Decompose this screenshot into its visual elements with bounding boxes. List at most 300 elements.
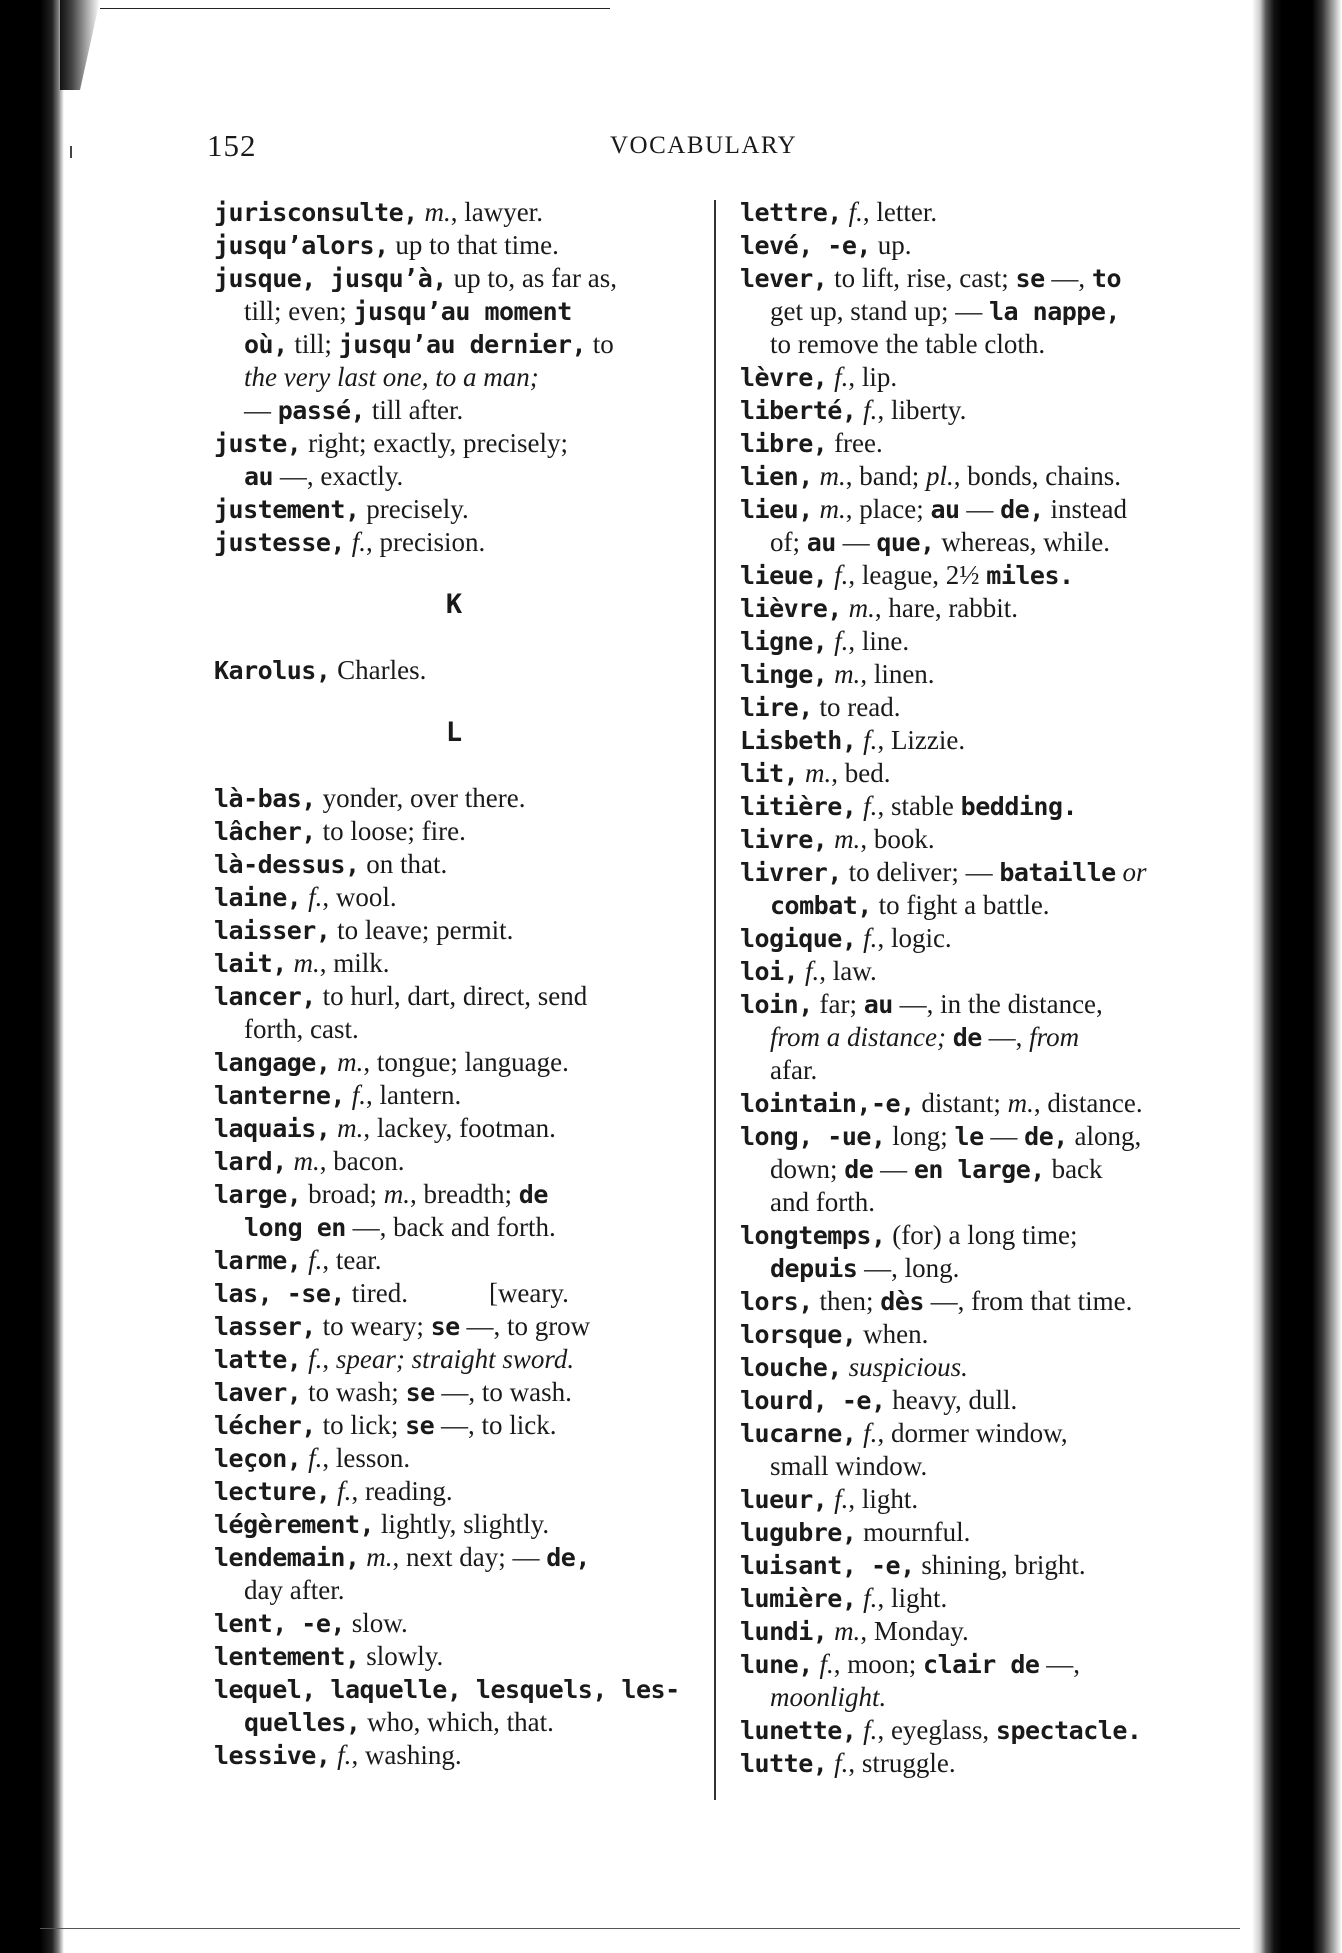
headword: langage,: [214, 1048, 331, 1077]
entry-line: [740, 526, 1220, 559]
entry-line: [740, 1054, 1220, 1087]
dictionary-entry: [740, 823, 1220, 856]
entry-line: [740, 1351, 1220, 1384]
headword: larme,: [214, 1246, 302, 1275]
definition-text: , hare, rabbit.: [874, 593, 1019, 623]
italic-text: f.: [337, 1740, 352, 1770]
italic-text: f.: [863, 1715, 878, 1745]
definition-text: precisely.: [359, 494, 469, 524]
dictionary-entry: [214, 526, 694, 559]
definition-text: to loose; fire.: [315, 816, 466, 846]
dictionary-entry: [740, 691, 1220, 724]
definition-text: —: [244, 395, 278, 425]
definition-text: , precision.: [365, 527, 486, 557]
entry-line: [740, 1450, 1220, 1483]
dictionary-entry: [214, 914, 694, 947]
italic-text: m.: [337, 1113, 364, 1143]
definition-text: [345, 1080, 352, 1110]
headword: jusqu’alors,: [214, 231, 389, 260]
entry-line: [740, 757, 1220, 790]
dictionary-entry: [740, 790, 1220, 823]
headword: jurisconsulte,: [214, 198, 418, 227]
definition-text: yonder, over there.: [315, 783, 526, 813]
entry-line: [214, 1640, 694, 1673]
entry-line: [740, 922, 1220, 955]
definition-text: to fight a battle.: [871, 890, 1050, 920]
definition-text: , Monday.: [860, 1616, 969, 1646]
definition-text: to wash;: [301, 1377, 406, 1407]
headword: au: [244, 462, 274, 491]
italic-text: m.: [819, 494, 846, 524]
dictionary-entry: [214, 493, 694, 526]
headword: lit,: [740, 759, 799, 788]
definition-text: —, to grow: [459, 1311, 591, 1341]
entry-line: [214, 460, 694, 493]
italic-text: m.: [366, 1542, 393, 1572]
dictionary-entry: [740, 856, 1220, 922]
dictionary-entry: [740, 1483, 1220, 1516]
italic-text: f.: [863, 395, 878, 425]
entry-line: [740, 328, 1220, 361]
dictionary-entry: [740, 1582, 1220, 1615]
italic-text: f.: [863, 1418, 878, 1448]
definition-text: , law.: [819, 956, 877, 986]
italic-text: f.: [308, 882, 323, 912]
entry-line: [214, 1079, 694, 1112]
headword: la nappe,: [988, 297, 1120, 326]
definition-text: , Lizzie.: [877, 725, 966, 755]
italic-text: f.: [351, 527, 366, 557]
headword: leçon,: [214, 1444, 302, 1473]
italic-text: m.: [293, 1146, 320, 1176]
definition-text: afar.: [770, 1055, 818, 1085]
headword: lire,: [740, 693, 813, 722]
headword: lancer,: [214, 982, 316, 1011]
definition-text: to: [586, 329, 614, 359]
dictionary-entry: [740, 724, 1220, 757]
definition-text: ,: [322, 1344, 336, 1374]
dictionary-entry: [214, 1277, 694, 1310]
headword: passé,: [277, 396, 366, 425]
entry-line: [740, 196, 1220, 229]
headword: lors,: [740, 1287, 813, 1316]
running-head: VOCABULARY: [610, 132, 798, 159]
definition-text: , book.: [860, 824, 935, 854]
headword: se: [405, 1411, 435, 1440]
definition-text: , tongue; language.: [363, 1047, 569, 1077]
italic-text: f.: [834, 1748, 849, 1778]
headword: jusqu’au dernier,: [338, 330, 587, 359]
definition-text: heavy, dull.: [885, 1385, 1018, 1415]
dictionary-entry: [740, 1285, 1220, 1318]
entry-line: [214, 328, 694, 361]
definition-text: Charles.: [330, 655, 427, 685]
entry-line: [740, 955, 1220, 988]
left-column: [214, 196, 694, 1772]
headword: lard,: [214, 1147, 287, 1176]
entry-line: [740, 823, 1220, 856]
dictionary-entry: [740, 394, 1220, 427]
headword: bataille: [999, 858, 1116, 887]
entry-line: [740, 724, 1220, 757]
headword: loi,: [740, 957, 799, 986]
definition-text: to lick;: [315, 1410, 406, 1440]
headword: lucarne,: [740, 1419, 857, 1448]
definition-text: —, to lick.: [434, 1410, 557, 1440]
headword: lequel, laquelle, lesquels, les-: [214, 1675, 680, 1704]
italic-text: f.: [308, 1443, 323, 1473]
headword: clair de: [923, 1650, 1040, 1679]
definition-text: long;: [885, 1121, 955, 1151]
definition-text: , distance.: [1033, 1088, 1143, 1118]
entry-line: [214, 1013, 694, 1046]
entry-line: [214, 654, 694, 687]
dictionary-entry: [740, 229, 1220, 262]
headword: lâcher,: [214, 817, 316, 846]
headword: lessive,: [214, 1741, 331, 1770]
definition-text: , liberty.: [877, 395, 967, 425]
italic-text: spear; straight sword.: [335, 1344, 575, 1374]
entry-line: [740, 790, 1220, 823]
headword: long, -ue,: [740, 1122, 886, 1151]
entry-line: [740, 1087, 1220, 1120]
entry-line: [740, 1516, 1220, 1549]
entry-line: [740, 889, 1220, 922]
entry-line: [214, 1706, 694, 1739]
headword: justement,: [214, 495, 360, 524]
definition-text: along,: [1067, 1121, 1142, 1151]
entry-line: [740, 1747, 1220, 1780]
headword: lent, -e,: [214, 1609, 345, 1638]
dictionary-entry: [740, 625, 1220, 658]
headword: de,: [1000, 495, 1044, 524]
definition-text: , bed.: [831, 758, 891, 788]
headword: justesse,: [214, 528, 345, 557]
headword: jusque, jusqu’à,: [214, 264, 447, 293]
headword: linge,: [740, 660, 828, 689]
dictionary-entry: [214, 262, 694, 427]
definition-text: , place;: [845, 494, 931, 524]
headword: lieue,: [740, 561, 828, 590]
headword: laisser,: [214, 916, 331, 945]
entry-line: [214, 848, 694, 881]
headword: livrer,: [740, 858, 842, 887]
entry-line: [214, 1178, 694, 1211]
dictionary-entry: [214, 1409, 694, 1442]
entry-line: [740, 1615, 1220, 1648]
definition-text: whereas, while.: [934, 527, 1111, 557]
definition-text: , line.: [848, 626, 910, 656]
italic-text: m.: [1007, 1088, 1034, 1118]
headword: lueur,: [740, 1485, 828, 1514]
definition-text: till after.: [365, 395, 464, 425]
entry-line: [214, 815, 694, 848]
definition-text: , tear.: [322, 1245, 382, 1275]
page-number: 152: [207, 128, 257, 163]
entry-line: [740, 592, 1220, 625]
entry-line: [214, 1145, 694, 1178]
dictionary-entry: [740, 361, 1220, 394]
italic-text: f.: [804, 956, 820, 986]
headword: liberté,: [740, 396, 857, 425]
definition-text: far;: [812, 989, 864, 1019]
definition-text: free.: [827, 428, 883, 458]
italic-text: f.: [351, 1080, 366, 1110]
definition-text: till; even;: [244, 296, 354, 326]
dictionary-entry: [740, 1615, 1220, 1648]
headword: lever,: [740, 264, 828, 293]
headword: luisant, -e,: [740, 1551, 915, 1580]
definition-text: up to, as far as,: [446, 263, 618, 293]
definition-text: distant;: [914, 1088, 1008, 1118]
entry-line: [740, 1582, 1220, 1615]
headword: jusqu’au moment: [353, 297, 572, 326]
headword: laver,: [214, 1378, 302, 1407]
dictionary-entry: [214, 881, 694, 914]
entry-line: [740, 1252, 1220, 1285]
headword: lentement,: [214, 1642, 360, 1671]
definition-text: —, exactly.: [273, 461, 404, 491]
headword: lecture,: [214, 1477, 331, 1506]
definition-text: tired. [weary.: [344, 1278, 569, 1308]
italic-text: f.: [848, 197, 863, 227]
headword: levé, -e,: [740, 231, 871, 260]
headword: lorsque,: [740, 1320, 857, 1349]
headword: de,: [546, 1543, 590, 1572]
entry-line: [214, 1277, 694, 1310]
dictionary-entry: [214, 815, 694, 848]
dictionary-entry: [740, 1714, 1220, 1747]
dictionary-entry: [214, 1079, 694, 1112]
italic-text: m.: [293, 948, 320, 978]
italic-text: f.: [308, 1245, 323, 1275]
definition-text: , reading.: [351, 1476, 453, 1506]
entry-line: [740, 1021, 1220, 1054]
entry-line: [214, 1409, 694, 1442]
entry-line: [214, 229, 694, 262]
dictionary-entry: [740, 1417, 1220, 1483]
scan-edge-right: [1252, 0, 1342, 1953]
entry-line: [740, 1681, 1220, 1714]
dictionary-entry: [740, 559, 1220, 592]
headword: libre,: [740, 429, 828, 458]
italic-text: pl.: [926, 461, 954, 491]
section-letter: K: [445, 589, 463, 620]
italic-text: f.: [834, 362, 849, 392]
definition-text: , next day; —: [392, 1542, 547, 1572]
dictionary-entry: [214, 947, 694, 980]
entry-line: [740, 427, 1220, 460]
italic-text: m.: [337, 1047, 364, 1077]
dictionary-entry: [214, 1673, 694, 1739]
definition-text: , band;: [845, 461, 927, 491]
headword: depuis: [770, 1254, 858, 1283]
definition-text: then;: [812, 1286, 881, 1316]
definition-text: , light.: [877, 1583, 948, 1613]
entry-line: [214, 1244, 694, 1277]
entry-line: [214, 1211, 694, 1244]
definition-text: , logic.: [877, 923, 952, 953]
definition-text: , league, 2½: [848, 560, 987, 590]
definition-text: to lift, rise, cast;: [827, 263, 1016, 293]
headword: lièvre,: [740, 594, 842, 623]
entry-line: [740, 262, 1220, 295]
dictionary-entry: [740, 955, 1220, 988]
headword: lettre,: [740, 198, 842, 227]
dictionary-entry: [740, 1747, 1220, 1780]
dictionary-entry: [214, 1310, 694, 1343]
definition-text: of;: [770, 527, 807, 557]
headword: las, -se,: [214, 1279, 345, 1308]
definition-text: forth, cast.: [244, 1014, 359, 1044]
headword: logique,: [740, 924, 857, 953]
dictionary-entry: [740, 1351, 1220, 1384]
italic-text: m.: [834, 1616, 861, 1646]
definition-text: lightly, slightly.: [374, 1509, 550, 1539]
definition-text: till;: [287, 329, 339, 359]
headword: miles.: [986, 561, 1074, 590]
entry-line: [214, 493, 694, 526]
definition-text: —, to wash.: [434, 1377, 572, 1407]
definition-text: , eyeglass,: [877, 1715, 996, 1745]
entry-line: [740, 361, 1220, 394]
italic-text: m.: [819, 461, 846, 491]
dictionary-entry: [740, 1318, 1220, 1351]
definition-text: [946, 1022, 953, 1052]
italic-text: moonlight.: [770, 1682, 887, 1712]
entry-line: [214, 1442, 694, 1475]
definition-text: right; exactly, precisely;: [301, 428, 568, 458]
definition-text: , milk.: [319, 948, 390, 978]
dictionary-entry: [214, 1442, 694, 1475]
italic-text: f.: [834, 1484, 849, 1514]
definition-text: , bacon.: [319, 1146, 405, 1176]
dictionary-entry: [740, 988, 1220, 1087]
definition-text: on that.: [359, 849, 448, 879]
italic-text: m.: [804, 758, 832, 788]
scan-artifact-top-left: [60, 0, 100, 90]
headword: de,: [1024, 1122, 1068, 1151]
dictionary-entry: [214, 980, 694, 1046]
entry-line: [740, 1186, 1220, 1219]
definition-text: , dormer window,: [877, 1418, 1068, 1448]
italic-text: from: [1029, 1022, 1080, 1052]
dictionary-entry: [740, 262, 1220, 361]
headword: lumière,: [740, 1584, 857, 1613]
italic-text: f.: [834, 560, 849, 590]
headword: lutte,: [740, 1749, 828, 1778]
definition-text: —: [873, 1154, 914, 1184]
headword: lanterne,: [214, 1081, 345, 1110]
entry-line: [740, 394, 1220, 427]
definition-text: back: [1044, 1154, 1103, 1184]
entry-line: [214, 1508, 694, 1541]
dictionary-entry: [214, 196, 694, 229]
definition-text: —,: [981, 1022, 1030, 1052]
headword: latte,: [214, 1345, 302, 1374]
italic-text: the very last one, to a man;: [244, 362, 539, 392]
headword: là-dessus,: [214, 850, 360, 879]
entry-line: [740, 1120, 1220, 1153]
headword: lundi,: [740, 1617, 828, 1646]
scan-bottom-line: [40, 1928, 1240, 1929]
definition-text: [842, 197, 849, 227]
italic-text: f.: [863, 791, 878, 821]
headword: lendemain,: [214, 1543, 360, 1572]
scan-top-line: [100, 8, 610, 9]
definition-text: to weary;: [315, 1311, 431, 1341]
dictionary-entry: [740, 1648, 1220, 1714]
headword: quelles,: [244, 1708, 361, 1737]
headword: louche,: [740, 1353, 842, 1382]
definition-text: instead: [1043, 494, 1127, 524]
entry-line: [740, 988, 1220, 1021]
entry-line: [214, 1376, 694, 1409]
entry-line: [214, 361, 694, 394]
definition-text: , lantern.: [365, 1080, 462, 1110]
italic-text: suspicious.: [848, 1352, 968, 1382]
entry-line: [740, 1549, 1220, 1582]
column-divider: [714, 200, 716, 1800]
headword: de: [518, 1180, 548, 1209]
entry-line: [740, 460, 1220, 493]
definition-text: up to that time.: [388, 230, 559, 260]
definition-text: —,: [1039, 1649, 1080, 1679]
definition-text: —,: [1044, 263, 1092, 293]
section-letter: L: [445, 717, 463, 748]
dictionary-entry: [740, 196, 1220, 229]
definition-text: up.: [870, 230, 912, 260]
definition-text: [798, 758, 805, 788]
right-column: [740, 196, 1220, 1780]
italic-text: f.: [863, 923, 878, 953]
dictionary-entry: [214, 1376, 694, 1409]
headword: le: [954, 1122, 984, 1151]
headword: longtemps,: [740, 1221, 886, 1250]
definition-text: , lawyer.: [450, 197, 543, 227]
entry-line: [740, 1714, 1220, 1747]
definition-text: , light.: [848, 1484, 919, 1514]
definition-text: (for) a long time;: [885, 1220, 1078, 1250]
entry-line: [214, 1673, 694, 1706]
dictionary-entry: [740, 1516, 1220, 1549]
definition-text: [345, 527, 352, 557]
headword: où,: [244, 330, 288, 359]
italic-text: m.: [383, 1179, 411, 1209]
entry-line: [740, 1318, 1220, 1351]
dictionary-entry: [740, 1384, 1220, 1417]
italic-text: m.: [834, 824, 861, 854]
definition-text: when.: [856, 1319, 929, 1349]
entry-line: [214, 1607, 694, 1640]
entry-line: [214, 1739, 694, 1772]
definition-text: , lip.: [848, 362, 898, 392]
entry-line: [214, 262, 694, 295]
headword: ligne,: [740, 627, 828, 656]
headword: large,: [214, 1180, 302, 1209]
headword: lointain,-e,: [740, 1089, 915, 1118]
italic-text: or: [1122, 857, 1147, 887]
headword: bedding.: [960, 792, 1078, 821]
definition-text: , bonds, chains.: [953, 461, 1122, 491]
entry-line: [214, 1541, 694, 1574]
headword: lieu,: [740, 495, 813, 524]
headword: en large,: [913, 1155, 1045, 1184]
definition-text: [287, 1146, 294, 1176]
headword: lourd, -e,: [740, 1386, 886, 1415]
entry-line: [214, 1112, 694, 1145]
definition-text: mournful.: [856, 1517, 971, 1547]
